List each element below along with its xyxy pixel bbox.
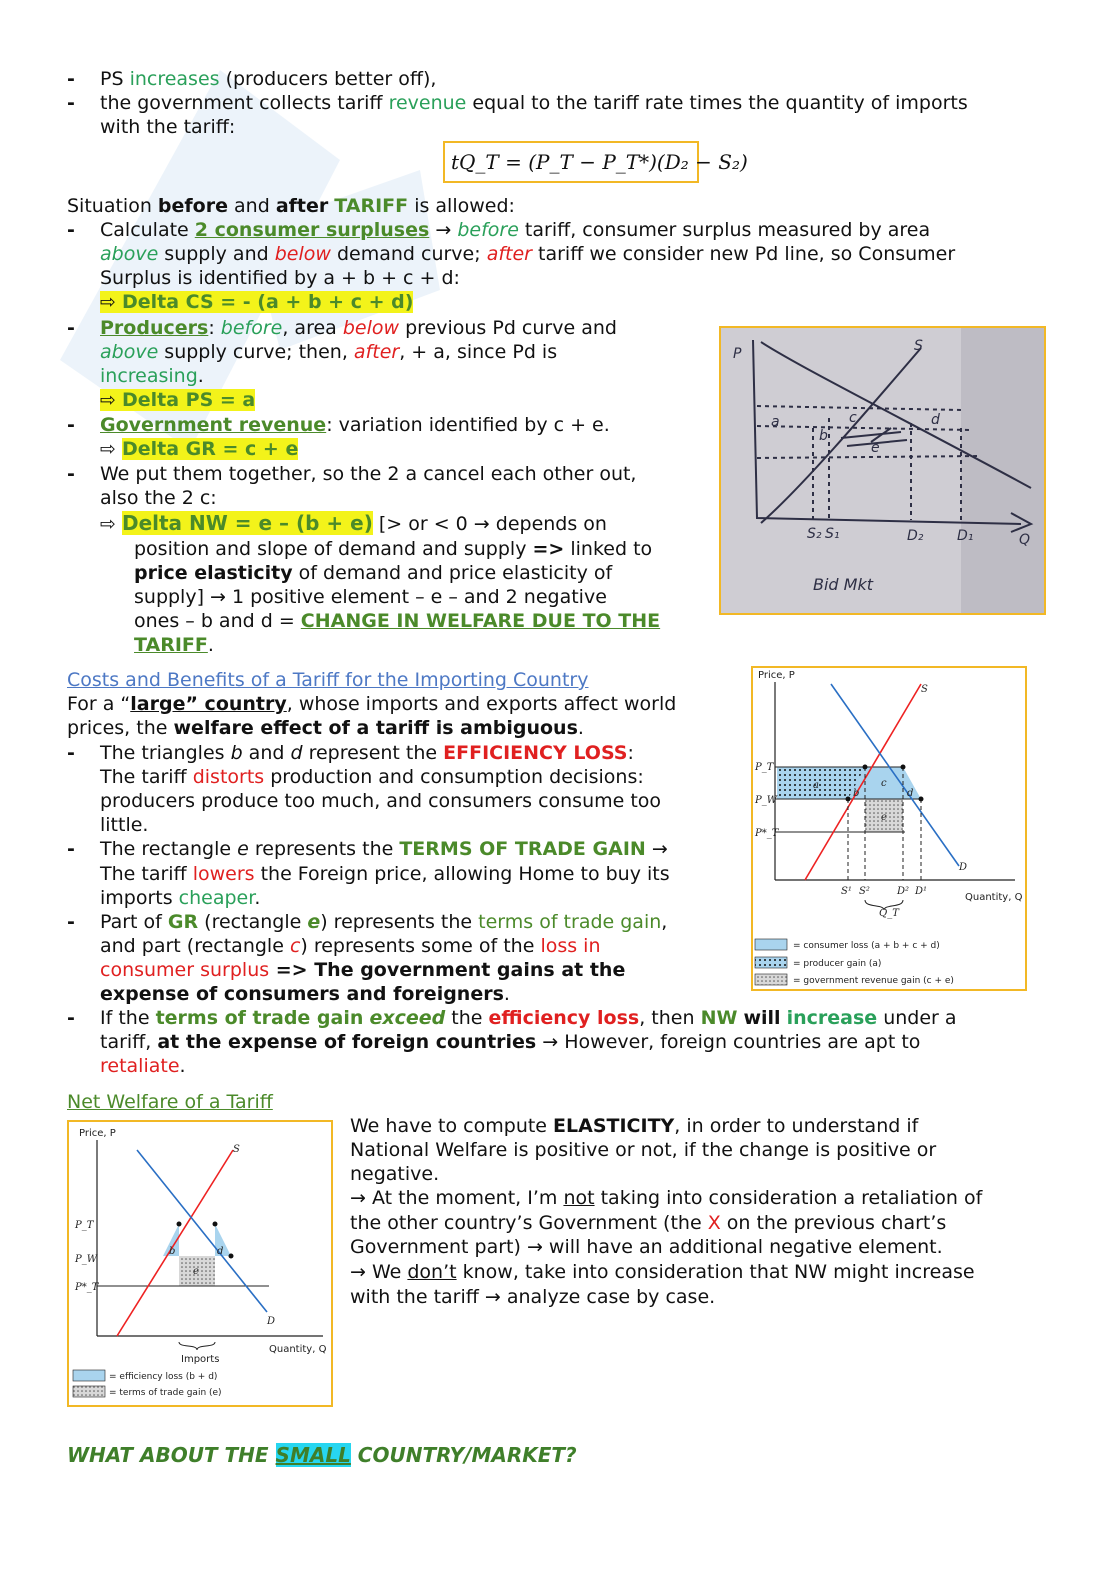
svg-text:S: S (914, 338, 923, 354)
svg-text:Q_T: Q_T (879, 908, 899, 919)
nw-line-2: also the 2 c: (100, 487, 217, 509)
net-welfare-title[interactable]: Net Welfare of a Tariff (67, 1091, 273, 1113)
tot-line-3: imports cheaper. (100, 887, 261, 909)
net-p7: → We don’t know, take into consideration that NW might increase (350, 1261, 975, 1283)
svg-text:= terms of trade gain (e): = terms of trade gain (e) (109, 1388, 222, 1398)
eff-line-4: little. (100, 814, 149, 836)
gr-part-line-1: Part of GR (rectangle e) represents the terms of trade gain, (100, 911, 668, 933)
eff-line-2: The tariff distorts production and consumption decisions: (100, 766, 644, 788)
svg-text:D₂: D₂ (907, 528, 924, 544)
gr-part-line-2: and part (rectangle c) represents some of the loss in (100, 935, 601, 957)
costs-benefits-title[interactable]: Costs and Benefits of a Tariff for the Importing Country (67, 669, 589, 691)
if-line-3: retaliate. (100, 1055, 186, 1077)
svg-text:D¹: D¹ (915, 886, 928, 897)
costs-p2: prices, the welfare effect of a tariff is ambiguous. (67, 717, 584, 739)
svg-text:Bid Mkt: Bid Mkt (813, 575, 874, 594)
svg-text:e: e (881, 812, 887, 823)
svg-text:P*_T: P*_T (755, 828, 779, 839)
bullet-dash: - (67, 742, 75, 764)
bullet-dash: - (67, 911, 75, 933)
svg-text:d: d (907, 788, 914, 799)
svg-text:b: b (819, 428, 828, 444)
svg-text:S: S (921, 684, 928, 695)
svg-text:Imports: Imports (181, 1354, 220, 1365)
svg-text:b: b (853, 788, 860, 799)
nw-line-4: position and slope of demand and supply => linked to (134, 538, 653, 560)
gov-revenue-line-2: with the tariff: (100, 116, 236, 138)
gr-part-line-3: consumer surplus => The government gains at the (100, 959, 626, 981)
svg-text:Quantity, Q: Quantity, Q (269, 1344, 327, 1355)
delta-cs: ⇨ Delta CS = - (a + b + c + d) (100, 291, 414, 313)
net-p5: the other country’s Government (the X on the previous chart’s (350, 1212, 947, 1234)
costs-p1: For a “large” country, whose imports and exports affect world (67, 693, 677, 715)
svg-text:b: b (169, 1246, 176, 1257)
delta-nw: ⇨ Delta NW = e – (b + e) [> or < 0 → depends on (100, 511, 607, 535)
svg-text:S: S (233, 1144, 240, 1155)
net-welfare-chart (67, 1120, 333, 1407)
chart2-svg (69, 1122, 331, 1405)
cs-line-3: Surplus is identified by a + b + c + d: (100, 267, 460, 289)
svg-text:P_W: P_W (75, 1254, 98, 1265)
svg-text:D₁: D₁ (957, 528, 974, 544)
svg-text:Q: Q (1019, 532, 1031, 548)
gr-line: Government revenue: variation identified by c + e. (100, 414, 610, 436)
nw-line-5: price elasticity of demand and price elasticity of (134, 562, 613, 584)
svg-text:D²: D² (897, 886, 910, 897)
ps-line-1: Producers: before, area below previous Pd curve and (100, 317, 617, 339)
net-p8: with the tariff → analyze case by case. (350, 1286, 716, 1308)
svg-text:S₁: S₁ (825, 526, 840, 542)
svg-text:c: c (849, 410, 857, 426)
bullet-dash: - (67, 317, 75, 339)
svg-text:= producer gain (a): = producer gain (a) (793, 959, 882, 969)
svg-text:S₂: S₂ (807, 526, 822, 542)
bullet-dash: - (67, 414, 75, 436)
delta-gr: ⇨ Delta GR = c + e (100, 438, 299, 460)
svg-text:S¹: S¹ (841, 886, 852, 897)
whiteboard-sketch (721, 328, 1044, 613)
tot-line-2: The tariff lowers the Foreign price, allowing Home to buy its (100, 863, 670, 885)
svg-text:e: e (193, 1266, 199, 1277)
svg-text:P*_T: P*_T (75, 1282, 99, 1293)
ps-line-3: increasing. (100, 365, 204, 387)
tariff-large-country-chart (751, 666, 1027, 991)
svg-text:a: a (771, 414, 780, 430)
bullet-dash: - (67, 92, 75, 114)
if-line-2: tariff, at the expense of foreign countries → However, foreign countries are apt to (100, 1031, 921, 1053)
svg-text:d: d (217, 1246, 224, 1257)
eff-line-1: The triangles b and d represent the EFFICIENCY LOSS: (100, 742, 634, 764)
cs-line-2: above supply and below demand curve; after tariff we consider new Pd line, so Consumer (100, 243, 956, 265)
nw-line-1: We put them together, so the 2 a cancel each other out, (100, 463, 637, 485)
tot-line-1: The rectangle e represents the TERMS OF TRADE GAIN → (100, 838, 668, 860)
bullet-dash: - (67, 1007, 75, 1029)
svg-text:P_T: P_T (75, 1220, 94, 1231)
whiteboard-photo (719, 326, 1046, 615)
bullet-dash: - (67, 463, 75, 485)
nw-line-7: ones – b and d = CHANGE IN WELFARE DUE TO THE (134, 610, 661, 632)
gov-revenue-line: the government collects tariff revenue equal to the tariff rate times the quantity of imports (100, 92, 968, 114)
svg-text:P_W: P_W (755, 795, 778, 806)
svg-text:c: c (881, 778, 887, 789)
eff-line-3: producers produce too much, and consumers consume too (100, 790, 662, 812)
nw-line-8: TARIFF. (134, 634, 214, 656)
gr-part-line-4: expense of consumers and foreigners. (100, 983, 510, 1005)
net-p3: negative. (350, 1163, 440, 1185)
svg-text:d: d (931, 412, 940, 428)
svg-text:D: D (959, 862, 968, 873)
net-p1: We have to compute ELASTICITY, in order to understand if (350, 1115, 919, 1137)
svg-text:= efficiency loss (b + d): = efficiency loss (b + d) (109, 1372, 218, 1382)
ps-line-2: above supply curve; then, after, + a, since Pd is (100, 341, 558, 363)
tariff-revenue-formula: tQ_T = (P_T − P_T*)(D₂ − S₂) (443, 141, 699, 183)
svg-text:S²: S² (859, 886, 870, 897)
svg-text:D: D (267, 1316, 276, 1327)
svg-text:Price, P: Price, P (79, 1128, 116, 1139)
net-p6: Government part) → will have an additional negative element. (350, 1236, 943, 1258)
delta-ps: ⇨ Delta PS = a (100, 389, 256, 411)
svg-text:= consumer loss (a + b + c + d: = consumer loss (a + b + c + d) (793, 941, 940, 951)
small-country-heading: WHAT ABOUT THE SMALL COUNTRY/MARKET? (67, 1443, 577, 1467)
svg-text:P_T: P_T (755, 762, 774, 773)
svg-text:e: e (871, 440, 880, 456)
ps-increases-line: PS increases (producers better off), (100, 68, 437, 90)
bullet-dash: - (67, 219, 75, 241)
bullet-dash: - (67, 838, 75, 860)
chart1-xlabel: Quantity, Q (965, 892, 1023, 903)
cs-line-1: Calculate 2 consumer surpluses → before tariff, consumer surplus measured by area (100, 219, 931, 241)
net-p2: National Welfare is positive or not, if the change is positive or (350, 1139, 937, 1161)
net-p4: → At the moment, I’m not taking into consideration a retaliation of (350, 1187, 983, 1209)
chart1-svg (753, 668, 1025, 989)
if-line-1: If the terms of trade gain exceed the efficiency loss, then NW will increase under a (100, 1007, 957, 1029)
svg-text:= government revenue gain (c +: = government revenue gain (c + e) (793, 976, 954, 986)
nw-line-6: supply] → 1 positive element – e – and 2 negative (134, 586, 607, 608)
bullet-dash: - (67, 68, 75, 90)
chart1-ylabel: Price, P (758, 670, 795, 681)
situation-heading: Situation before and after TARIFF is allowed: (67, 195, 515, 217)
svg-text:a: a (813, 780, 819, 791)
photo-label-p: P (733, 346, 742, 362)
